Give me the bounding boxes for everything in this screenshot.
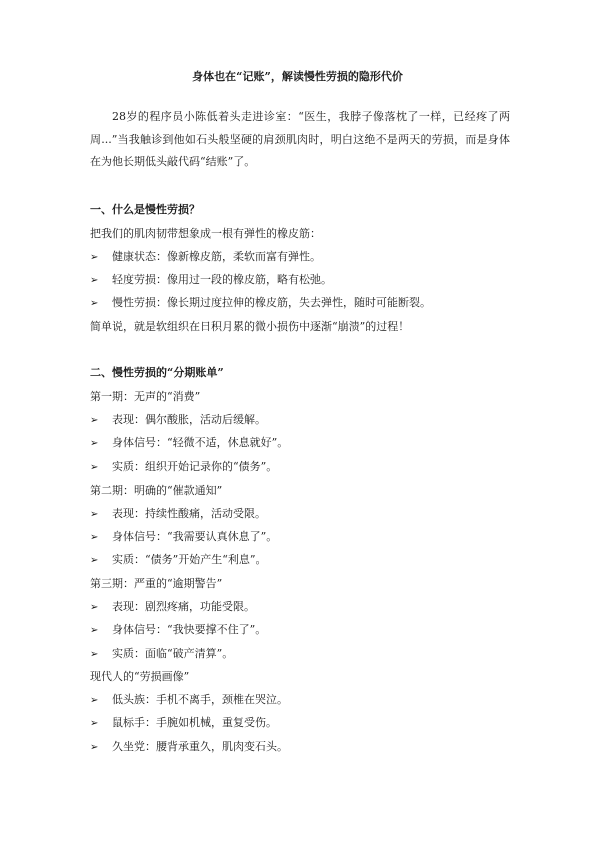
arrowhead-bullet-icon: ➢: [90, 625, 99, 636]
list-item: ➢ 实质：“债务”开始产生“利息”。: [90, 553, 267, 566]
arrowhead-bullet-icon: ➢: [90, 555, 99, 566]
list-item: ➢ 表现：偶尔酸胀，活动后缓解。: [90, 413, 266, 426]
list-item: ➢ 身体信号：“轻微不适，休息就好”。: [90, 436, 289, 449]
arrowhead-bullet-icon: ➢: [90, 718, 99, 729]
list-item: ➢ 身体信号：“我快要撑不住了”。: [90, 623, 267, 636]
section1-heading: 一、什么是慢性劳损？: [90, 203, 200, 216]
arrowhead-bullet-icon: ➢: [90, 742, 99, 753]
portrait-label: 现代人的“劳损画像”: [90, 670, 190, 683]
list-item: ➢ 表现：剧烈疼痛，功能受限。: [90, 600, 255, 613]
section1-summary: 简单说，就是软组织在日积月累的微小损伤中逐渐“崩溃”的过程！: [90, 320, 410, 333]
list-item: ➢ 表现：持续性酸痛，活动受限。: [90, 507, 266, 520]
intro-paragraph: 28岁的程序员小陈低着头走进诊室：“医生，我脖子像落枕了一样，已经疼了两周...”当我触诊到他如石头般坚硬的肩颈肌肉时，明白这绝不是两天的劳损，而是身体在为他长期低头敲代码“结账”了。: [90, 110, 510, 168]
list-item: ➢ 低头族：手机不离手，颈椎在哭泣。: [90, 693, 288, 706]
arrowhead-bullet-icon: ➢: [90, 532, 99, 543]
list-item: ➢ 轻度劳损：像用过一段的橡皮筋，略有松弛。: [90, 273, 332, 286]
stage-label: 第一期：无声的“消费”: [90, 390, 201, 403]
list-item: ➢ 鼠标手：手腕如机械，重复受伤。: [90, 716, 277, 729]
arrowhead-bullet-icon: ➢: [90, 298, 99, 309]
arrowhead-bullet-icon: ➢: [90, 275, 99, 286]
list-item: ➢ 慢性劳损：像长期过度拉伸的橡皮筋，失去弹性，随时可能断裂。: [90, 296, 431, 309]
arrowhead-bullet-icon: ➢: [90, 509, 99, 520]
stage-label: 第二期：明确的“催款通知”: [90, 484, 223, 497]
list-item: ➢ 久坐党：腰背承重久，肌肉变石头。: [90, 740, 288, 753]
arrowhead-bullet-icon: ➢: [90, 415, 99, 426]
arrowhead-bullet-icon: ➢: [90, 649, 99, 660]
arrowhead-bullet-icon: ➢: [90, 462, 99, 473]
section1-lead: 把我们的肌肉韧带想象成一根有弹性的橡皮筋：: [90, 227, 321, 240]
arrowhead-bullet-icon: ➢: [90, 252, 99, 263]
list-item: ➢ 健康状态：像新橡皮筋，柔软而富有弹性。: [90, 250, 321, 263]
arrowhead-bullet-icon: ➢: [90, 695, 99, 706]
document-title: 身体也在“记账”，解读慢性劳损的隐形代价: [192, 70, 403, 83]
arrowhead-bullet-icon: ➢: [90, 602, 99, 613]
list-item: ➢ 实质：面临“破产清算”。: [90, 647, 234, 660]
section2-heading: 二、慢性劳损的“分期账单”: [90, 366, 224, 379]
stage-label: 第三期：严重的“逾期警告”: [90, 577, 223, 590]
list-item: ➢ 实质：组织开始记录你的“债务”。: [90, 460, 278, 473]
list-item: ➢ 身体信号：“我需要认真休息了”。: [90, 530, 278, 543]
arrowhead-bullet-icon: ➢: [90, 438, 99, 449]
